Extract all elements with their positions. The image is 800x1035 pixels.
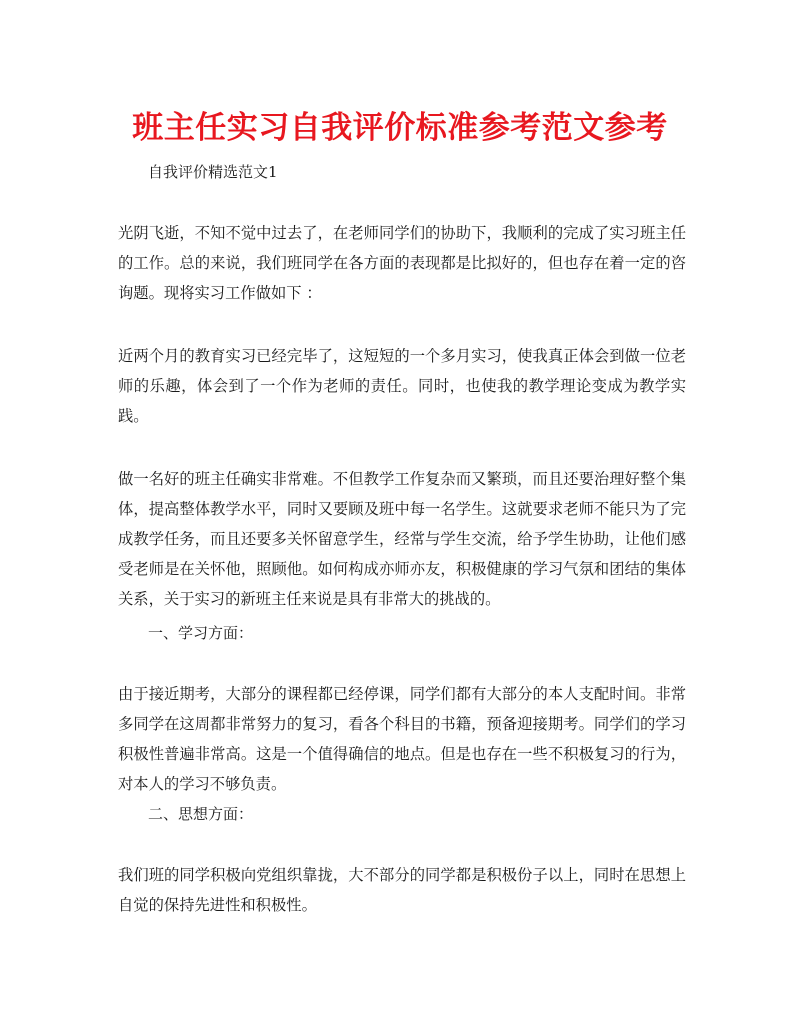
document-title: 班主任实习自我评价标准参考范文参考 <box>132 110 668 146</box>
paragraph-intro: 光阴飞逝，不知不觉中过去了，在老师同学们的协助下，我顺利的完成了实习班主任的工作。总的来说，我们班同学在各方面的表现都是比拟好的，但也存在着一定的咨询题。现将实习工作做如下 ： <box>118 224 686 302</box>
section-heading-study: 一、学习方面： <box>148 624 254 642</box>
paragraph-study: 由于接近期考，大部分的课程都已经停课，同学们都有大部分的本人支配时间。非常多同学在这周都非常努力的复习，看各个科目的书籍，预备迎接期考。同学们的学习积极性普遍非常高。这是一个值得确信的地点。但是也存在一些不积极复习的行为，对本人的学习不够负责。 <box>118 685 686 793</box>
section-heading-thought: 二、思想方面： <box>148 805 254 823</box>
paragraph-experience: 近两个月的教育实习已经完毕了，这短短的一个多月实习，使我真正体会到做一位老师的乐趣，体会到了一个作为老师的责任。同时，也使我的教学理论变成为教学实践。 <box>118 347 686 425</box>
document-subtitle: 自我评价精选范文1 <box>148 163 278 181</box>
paragraph-challenge: 做一名好的班主任确实非常难。不但教学工作复杂而又繁琐，而且还要治理好整个集体，提高整体教学水平，同时又要顾及班中每一名学生。这就要求老师不能只为了完成教学任务，而且还要多关怀留意学生，经常与学生交流，给予学生协助，让他们感受老师是在关怀他，照顾他。如何构成亦师亦友，积极健康的学习气氛和团结的集体关系，关于实习的新班主任来说是具有非常大的挑战的。 <box>118 470 686 608</box>
paragraph-thought: 我们班的同学积极向党组织靠拢，大不部分的同学都是积极份子以上，同时在思想上自觉的保持先进性和积极性。 <box>118 866 686 914</box>
